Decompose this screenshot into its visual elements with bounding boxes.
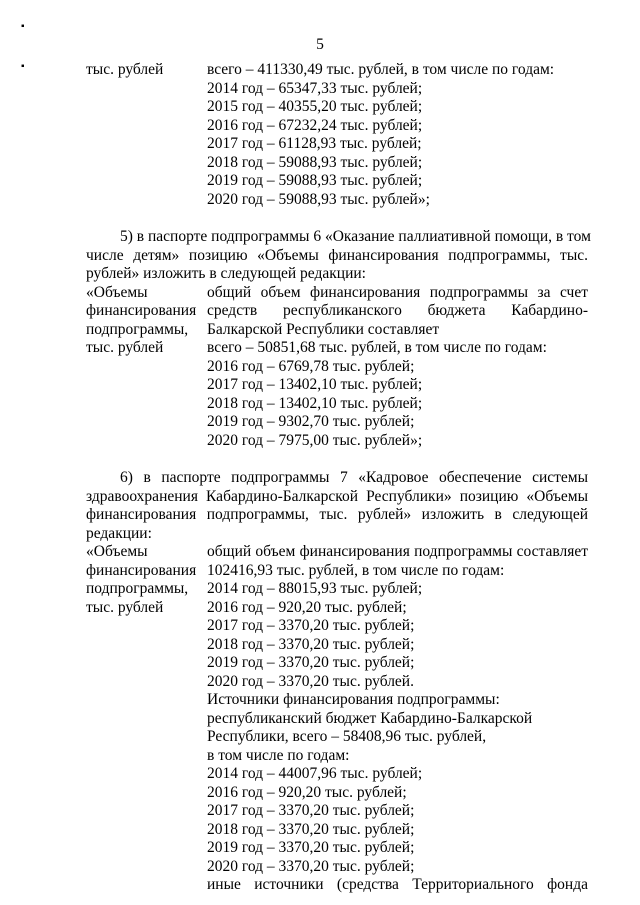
year-line: 2020 год – 7975,00 тыс. рублей»; xyxy=(207,431,423,449)
position-label: «Объемы xyxy=(86,543,148,560)
row xyxy=(86,728,588,747)
row xyxy=(86,802,588,821)
year-line: 2014 год – 65347,33 тыс. рублей; xyxy=(207,79,423,97)
row xyxy=(86,191,588,210)
paragraph-line: редакции: xyxy=(86,524,152,542)
row xyxy=(86,710,588,729)
value-line: Источники финансирования подпрограммы: xyxy=(207,691,500,708)
row xyxy=(86,376,588,395)
year-line: 2016 год – 920,20 тыс. рублей; xyxy=(207,598,407,616)
value-line: Балкарской Республики составляет xyxy=(207,320,440,338)
row xyxy=(86,747,588,766)
year-line: 2015 год – 40355,20 тыс. рублей; xyxy=(207,98,423,115)
paragraph-line: финансирования подпрограммы, тыс. рублей» изложить в следующей xyxy=(86,506,588,523)
row xyxy=(86,673,588,692)
scan-mark: ▪ xyxy=(21,21,25,32)
value-line: всего – 50851,68 тыс. рублей, в том числе по годам: xyxy=(207,339,547,356)
row xyxy=(86,80,588,99)
value-line: общий объем финансирования подпрограммы составляет xyxy=(207,543,588,560)
row xyxy=(86,321,588,340)
position-label: финансирования xyxy=(86,302,197,319)
year-line: 2020 год – 3370,20 тыс. рублей. xyxy=(207,672,414,690)
row xyxy=(86,765,588,784)
row xyxy=(86,821,588,840)
paragraph-line: здравоохранения Кабардино-Балкарской Республики» позицию «Объемы xyxy=(86,487,588,505)
page-number: 5 xyxy=(316,36,324,53)
position-label: подпрограммы, xyxy=(86,320,189,338)
year-line: 2016 год – 6769,78 тыс. рублей; xyxy=(207,357,415,375)
row xyxy=(86,784,588,803)
row xyxy=(86,654,588,673)
year-line: 2019 год – 3370,20 тыс. рублей; xyxy=(207,654,415,671)
row xyxy=(86,302,588,321)
value-line: в том числе по годам: xyxy=(207,746,350,764)
year-line: 2019 год – 9302,70 тыс. рублей; xyxy=(207,413,415,430)
scan-mark: ▪ xyxy=(21,61,25,72)
year-line: 2019 год – 3370,20 тыс. рублей; xyxy=(207,839,415,856)
position-label: тыс. рублей xyxy=(86,61,164,78)
row xyxy=(86,599,588,618)
row xyxy=(86,98,588,117)
year-line: 2020 год – 3370,20 тыс. рублей; xyxy=(207,857,415,875)
row xyxy=(86,117,588,136)
value-line: общий объем финансирования подпрограммы за счет xyxy=(207,283,588,301)
year-line: 2017 год – 3370,20 тыс. рублей; xyxy=(207,802,415,819)
year-line: 2017 год – 61128,93 тыс. рублей; xyxy=(207,135,422,152)
year-line: 2014 год – 88015,93 тыс. рублей; xyxy=(207,580,423,597)
row xyxy=(86,61,588,80)
year-line: 2017 год – 13402,10 тыс. рублей; xyxy=(207,376,423,393)
year-line: 2018 год – 59088,93 тыс. рублей; xyxy=(207,153,423,171)
row xyxy=(86,839,588,858)
year-line: 2018 год – 13402,10 тыс. рублей; xyxy=(207,394,423,412)
year-line: 2018 год – 3370,20 тыс. рублей; xyxy=(207,820,415,838)
row xyxy=(86,617,588,636)
paragraph-line: рублей» изложить в следующей редакции: xyxy=(86,265,366,282)
position-label: «Объемы xyxy=(86,283,148,301)
value-line: иные источники (средства Территориального фонда xyxy=(207,876,588,893)
position-label: подпрограммы, xyxy=(86,580,189,597)
year-line: 2017 год – 3370,20 тыс. рублей; xyxy=(207,617,415,634)
paragraph-line: 5) в паспорте подпрограммы 6 «Оказание паллиативной помощи, в том xyxy=(120,228,591,245)
row xyxy=(86,135,588,154)
paragraph-line: 6) в паспорте подпрограммы 7 «Кадровое обеспечение системы xyxy=(120,469,588,486)
row xyxy=(86,543,588,562)
paragraph-line: числе детям» позицию «Объемы финансирования подпрограммы, тыс. xyxy=(86,246,588,264)
row xyxy=(86,691,588,710)
row xyxy=(86,858,588,877)
year-line: 2018 год – 3370,20 тыс. рублей; xyxy=(207,635,415,653)
value-line: 102416,93 тыс. рублей, в том числе по годам: xyxy=(207,561,505,579)
row xyxy=(86,562,588,581)
year-line: 2019 год – 59088,93 тыс. рублей; xyxy=(207,172,423,189)
position-label: тыс. рублей xyxy=(86,339,164,356)
year-line: 2016 год – 67232,24 тыс. рублей; xyxy=(207,116,423,134)
row xyxy=(86,432,588,451)
row xyxy=(86,172,588,191)
row xyxy=(86,395,588,414)
total-line: всего – 411330,49 тыс. рублей, в том числе по годам: xyxy=(207,61,555,78)
row xyxy=(86,413,588,432)
row xyxy=(86,284,588,303)
value-line: Республики, всего – 58408,96 тыс. рублей, xyxy=(207,728,487,745)
row xyxy=(86,636,588,655)
year-line: 2020 год – 59088,93 тыс. рублей»; xyxy=(207,190,430,208)
year-line: 2016 год – 920,20 тыс. рублей; xyxy=(207,783,407,801)
row xyxy=(86,154,588,173)
position-label: тыс. рублей xyxy=(86,598,164,616)
row xyxy=(86,580,588,599)
row xyxy=(86,358,588,377)
row xyxy=(86,339,588,358)
position-label: финансирования xyxy=(86,561,197,579)
row xyxy=(86,876,588,895)
value-line: республиканский бюджет Кабардино-Балкарской xyxy=(207,709,533,727)
year-line: 2014 год – 44007,96 тыс. рублей; xyxy=(207,765,423,782)
value-line: средств республиканского бюджета Кабардино- xyxy=(207,302,588,319)
